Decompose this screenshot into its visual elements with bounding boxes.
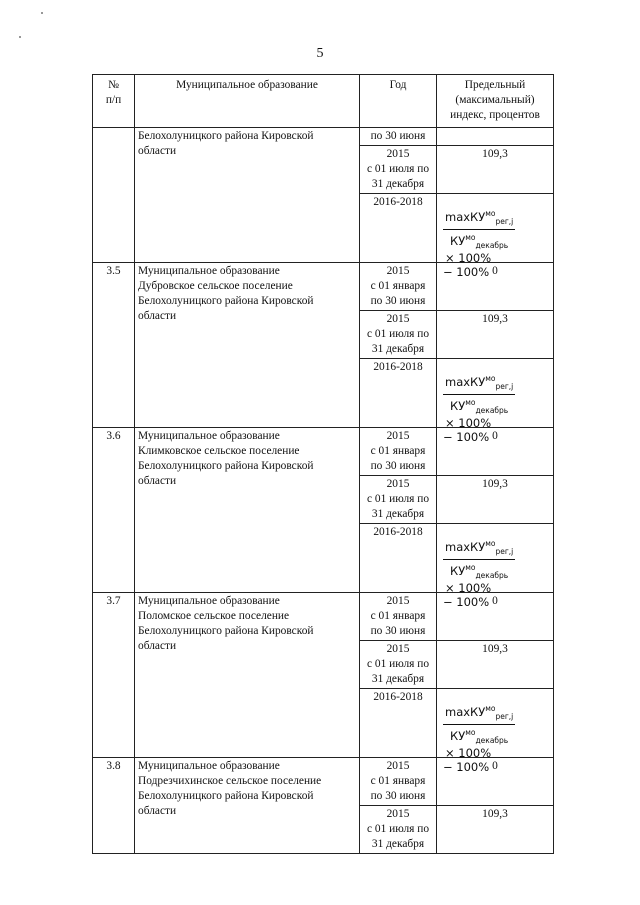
period-cell: по 30 июня xyxy=(360,128,437,146)
scan-speck xyxy=(41,12,43,14)
index-value-cell xyxy=(437,689,554,775)
table-row xyxy=(93,128,554,146)
index-value-cell: 109,3 xyxy=(437,476,554,524)
municipality-name: Муниципальное образование Климковское сельское поселение Белохолуницкого района Кировской области xyxy=(135,428,360,593)
period-cell: 2015 с 01 января по 30 июня xyxy=(360,758,437,806)
tariff-formula: $\frac{\max КУ^{мо}_{рег,j}}{КУ^{мо}_{декабрь}}$ × 100% − 100% xyxy=(443,209,514,280)
index-value-cell: 109,3 xyxy=(437,641,554,689)
period-cell: 2015 с 01 января по 30 июня xyxy=(360,593,437,641)
tariff-formula: $\frac{\max КУ^{мо}_{рег,j}}{КУ^{мо}_{декабрь}}$ × 100% − 100% xyxy=(443,704,514,775)
index-value-cell: 109,3 xyxy=(437,806,554,854)
period-cell: 2015 с 01 июля по 31 декабря xyxy=(360,806,437,854)
period-cell: 2015 с 01 июля по 31 декабря xyxy=(360,146,437,194)
index-table xyxy=(92,74,554,854)
scan-speck xyxy=(19,36,21,38)
period-cell: 2015 с 01 января по 30 июня xyxy=(360,428,437,476)
period-cell: 2015 с 01 января по 30 июня xyxy=(360,263,437,311)
table-header-row xyxy=(93,75,554,128)
tariff-formula: $\frac{\max КУ^{мо}_{рег,j}}{КУ^{мо}_{декабрь}}$ × 100% − 100% xyxy=(443,539,514,610)
row-number: 3.6 xyxy=(93,428,135,593)
period-cell: 2015 с 01 июля по 31 декабря xyxy=(360,476,437,524)
index-value-cell: 0 xyxy=(437,263,554,311)
municipality-name: Муниципальное образование Подрезчихинское сельское поселение Белохолуницкого района Кировской области xyxy=(135,758,360,854)
index-value-cell xyxy=(437,194,554,280)
header-year: Год xyxy=(360,75,437,128)
period-cell: 2015 с 01 июля по 31 декабря xyxy=(360,641,437,689)
header-municipality: Муниципальное образование xyxy=(135,75,360,128)
index-value-cell: 0 xyxy=(437,428,554,476)
index-value-cell xyxy=(437,359,554,445)
period-cell: 2016-2018 xyxy=(360,524,437,593)
index-value-cell: 109,3 xyxy=(437,311,554,359)
index-value-cell xyxy=(437,128,554,146)
header-number: № п/п xyxy=(93,75,135,128)
page-number: 5 xyxy=(316,46,324,61)
period-cell: 2016-2018 xyxy=(360,359,437,428)
row-number: 3.7 xyxy=(93,593,135,758)
municipality-name: Муниципальное образование Дубровское сельское поселение Белохолуницкого района Кировской области xyxy=(135,263,360,428)
index-value-cell xyxy=(437,524,554,610)
index-value-cell: 0 xyxy=(437,593,554,641)
period-cell: 2016-2018 xyxy=(360,689,437,758)
municipality-name: Муниципальное образование Поломское сельское поселение Белохолуницкого района Кировской области xyxy=(135,593,360,758)
row-number: 3.5 xyxy=(93,263,135,428)
row-number: 3.8 xyxy=(93,758,135,854)
row-number xyxy=(93,128,135,263)
index-value-cell: 0 xyxy=(437,758,554,806)
index-value-cell: 109,3 xyxy=(437,146,554,194)
tariff-formula: $\frac{\max КУ^{мо}_{рег,j}}{КУ^{мо}_{декабрь}}$ × 100% − 100% xyxy=(443,374,514,445)
municipality-name: Белохолуницкого района Кировской области xyxy=(135,128,360,263)
period-cell: 2016-2018 xyxy=(360,194,437,263)
period-cell: 2015 с 01 июля по 31 декабря xyxy=(360,311,437,359)
header-index: Предельный (максимальный) индекс, процентов xyxy=(437,75,554,128)
